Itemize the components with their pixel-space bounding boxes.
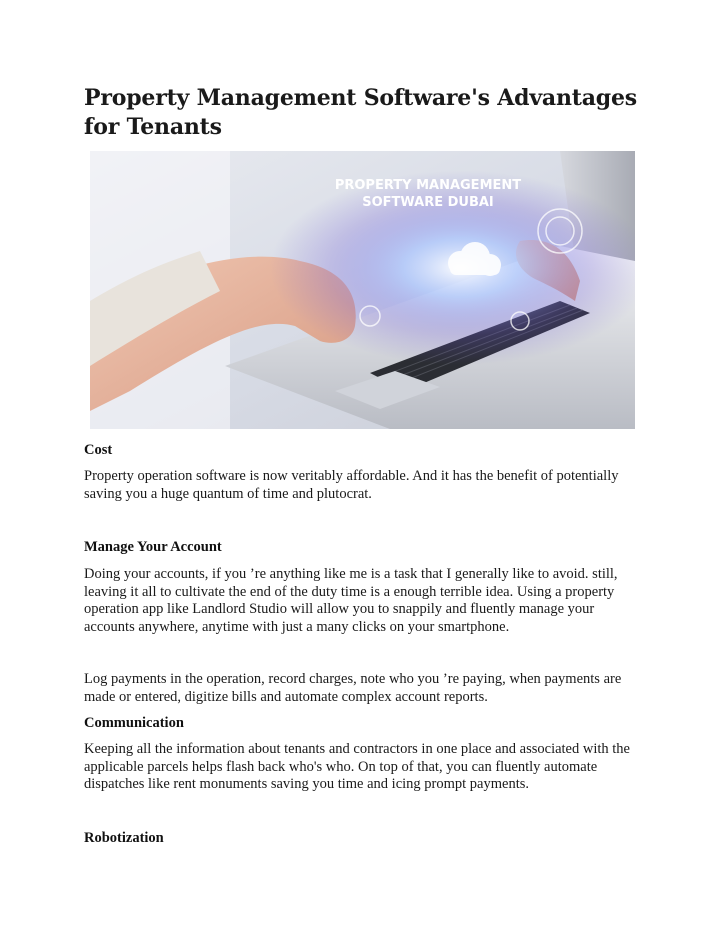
section-heading-cost: Cost (84, 442, 113, 458)
section-paragraph-manage-account-2: Log payments in the operation, record charges, note who you ’re paying, when payments are made or entered, digitize bills and automate complex account reports. (84, 671, 622, 705)
section-paragraph-cost: Property operation software is now veritably affordable. And it has the benefit of potentially saving you a huge quantum of time and plutocrat. (84, 468, 619, 502)
hero-image (90, 151, 635, 429)
section-heading-communication: Communication (84, 715, 184, 731)
hero-overlay-line1: PROPERTY MANAGEMENT (334, 178, 522, 193)
section-paragraph-manage-account-1: Doing your accounts, if you ’re anything like me is a task that I generally like to avoid. still, leaving it all to cultivate the end of the duty time is a enough terrible idea. Using a property operation app like Landlord Studio will allow you to snappily and fluently manage your accounts anywhere, anytime with just a many clicks on your smartphone. (84, 566, 618, 635)
page-title: Property Management Software's Advantages for Tenants (84, 85, 637, 140)
section-heading-manage-account: Manage Your Account (84, 539, 222, 555)
section-paragraph-communication: Keeping all the information about tenants and contractors in one place and associated with the applicable parcels helps flash back who's who. On top of that, you can fluently automate dispatches like rent monuments saving you time and icing prompt payments. (84, 741, 630, 792)
hero-overlay-line2: SOFTWARE DUBAI (362, 195, 494, 210)
section-heading-robotization: Robotization (84, 830, 164, 846)
